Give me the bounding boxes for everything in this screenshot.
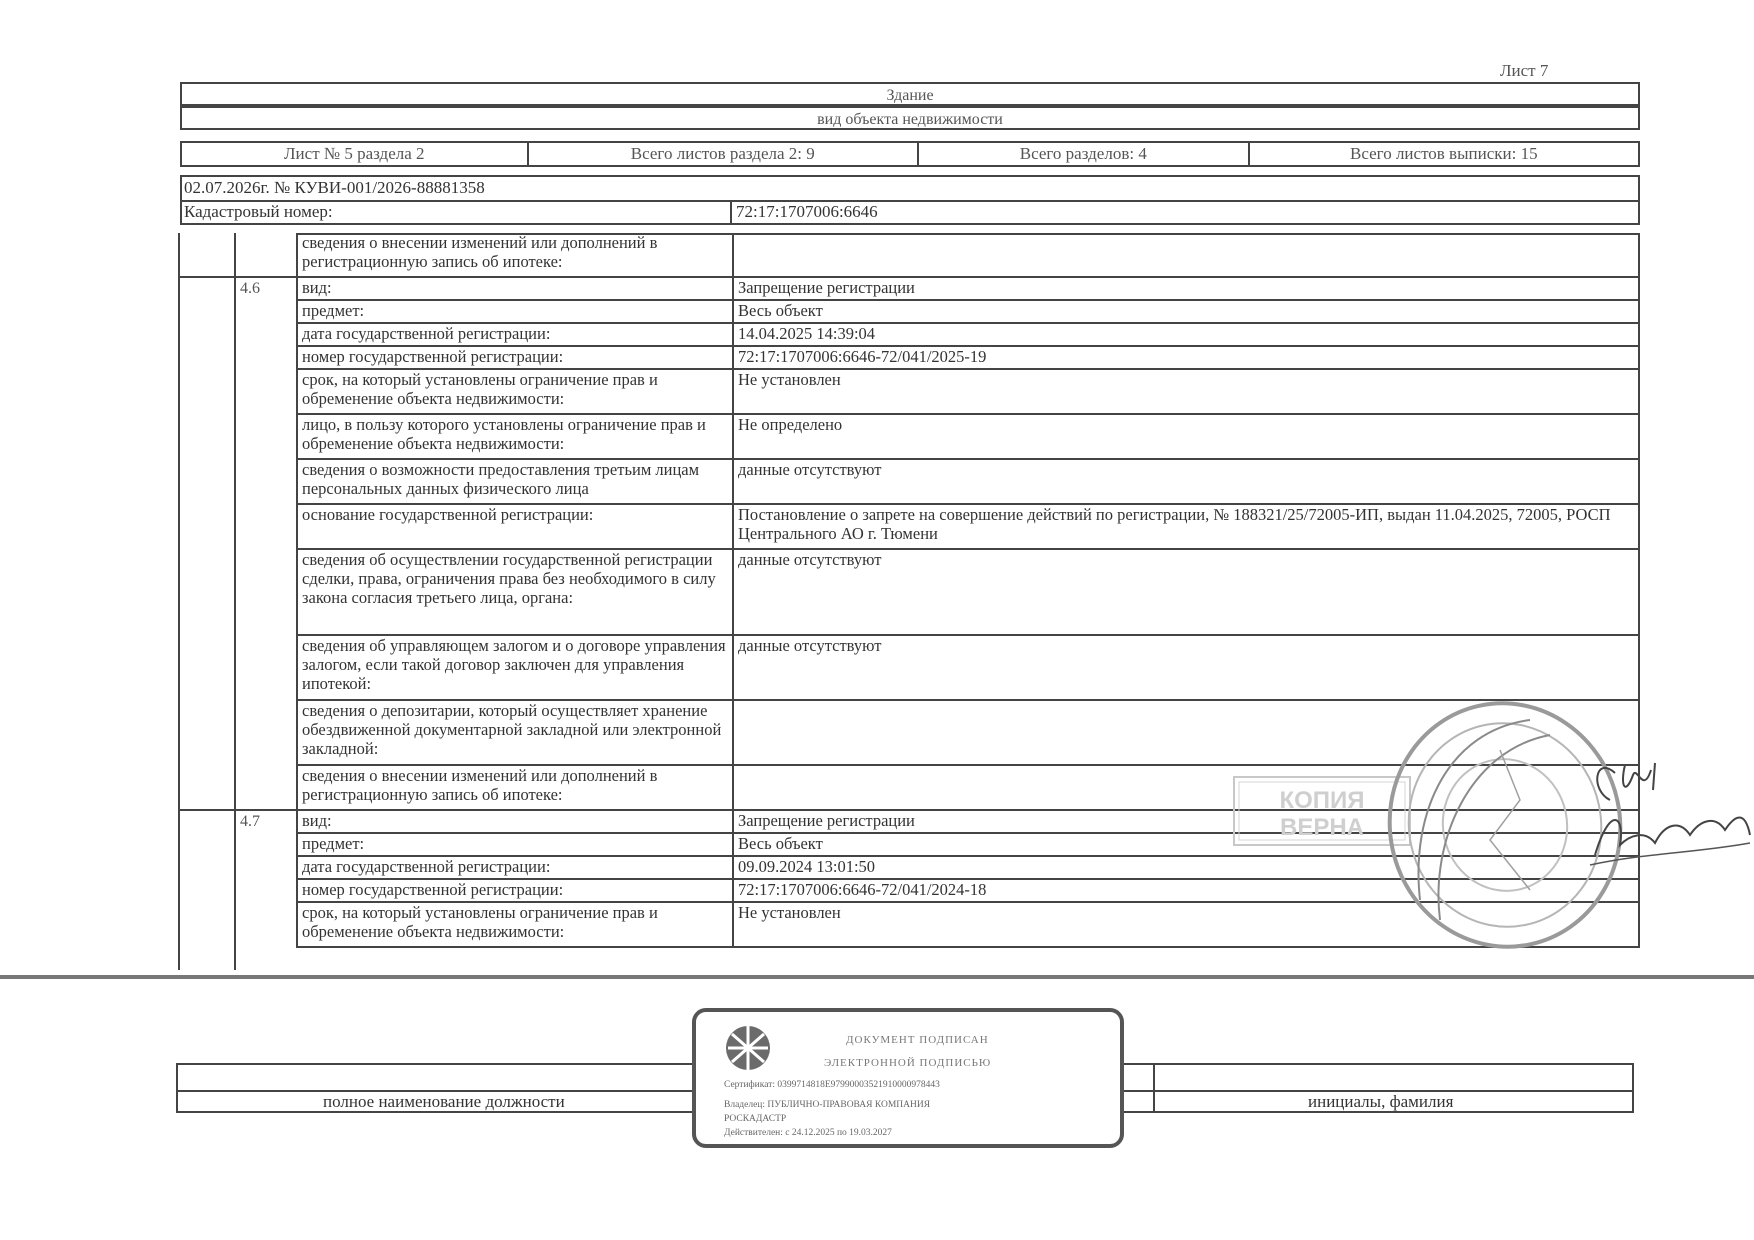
name-label: инициалы, фамилия (1308, 1092, 1454, 1111)
sheet-number: Лист 7 (1500, 61, 1549, 80)
row-value: Постановление о запрете на совершение действий по регистрации, № 188321/25/72005-ИП, выдан 11.04.2025, 72005, РОСП Центрального АО г. Тюмени (738, 505, 1611, 543)
divider (732, 415, 734, 458)
divider (732, 301, 734, 322)
extract-date-number: 02.07.2026г. № КУВИ-001/2026-88881358 (184, 178, 485, 197)
row-label: лицо, в пользу которого установлены ограничение прав и обременение объекта недвижимости: (302, 415, 706, 453)
row-label: сведения о внесении изменений или дополнений в регистрационную запись об ипотеке: (302, 766, 658, 804)
row-value: 72:17:1707006:6646-72/041/2024-18 (738, 880, 987, 899)
copy-seal-line1: КОПИЯ (1279, 787, 1365, 814)
row-label: предмет: (302, 301, 365, 320)
esig-validity: Действителен: с 24.12.2025 по 19.03.2027 (724, 1128, 892, 1138)
divider (732, 880, 734, 901)
esig-title-line1: ДОКУМЕНТ ПОДПИСАН (846, 1034, 989, 1046)
divider (732, 233, 734, 276)
number-column-border (234, 233, 236, 970)
row-value: данные отсутствуют (738, 460, 882, 479)
row-label: сведения о внесении изменений или дополнений в регистрационную запись об ипотеке: (302, 233, 658, 271)
table-row (296, 460, 1640, 505)
handwritten-signature (1585, 735, 1754, 885)
esig-title-line2: ЭЛЕКТРОННОЙ ПОДПИСЬЮ (824, 1057, 992, 1069)
divider (732, 857, 734, 878)
page-cut-line (0, 975, 1754, 979)
row-label: предмет: (302, 834, 365, 853)
group-number: 4.6 (240, 280, 260, 297)
row-label: срок, на который установлены ограничение прав и обременение объекта недвижимости: (302, 370, 658, 408)
divider (732, 460, 734, 503)
table-row (296, 301, 1640, 324)
row-value: 14.04.2025 14:39:04 (738, 324, 876, 343)
table-row (296, 415, 1640, 460)
sheet-of-section: Лист № 5 раздела 2 (182, 143, 529, 165)
row-label: основание государственной регистрации: (302, 505, 594, 524)
row-value: данные отсутствуют (738, 636, 882, 655)
row-label: сведения о возможности предоставления третьим лицам персональных данных физического лица (302, 460, 700, 498)
row-value: Запрещение регистрации (738, 811, 915, 830)
esig-certificate: Сертификат: 0399714818Е97990003521910000978443 (724, 1080, 940, 1090)
divider (732, 766, 734, 809)
object-subtitle-row (180, 106, 1640, 130)
row-value: Весь объект (738, 301, 823, 320)
divider (732, 903, 734, 946)
esig-owner-line2: РОСКАДАСТР (724, 1114, 787, 1124)
object-title-row (180, 82, 1640, 106)
row-value: Запрещение регистрации (738, 278, 915, 297)
row-label: номер государственной регистрации: (302, 347, 564, 366)
table-row (296, 233, 1640, 278)
position-label: полное наименование должности (323, 1092, 565, 1111)
cadastral-number: 72:17:1707006:6646 (736, 202, 878, 221)
row-value: Не установлен (738, 370, 841, 389)
divider (732, 636, 734, 699)
row-value: Весь объект (738, 834, 823, 853)
object-title: Здание (886, 87, 934, 104)
row-label: сведения об осуществлении государственной регистрации сделки, права, ограничения права без необходимого в силу закона согласия третьего лица, органа: (302, 550, 716, 607)
total-section-sheets: Всего листов раздела 2: 9 (529, 143, 919, 165)
divider (732, 834, 734, 855)
divider (182, 200, 1638, 202)
divider (732, 278, 734, 299)
copy-seal-line2: ВЕРНА (1279, 814, 1365, 841)
row-label: вид: (302, 278, 332, 297)
table-row (296, 550, 1640, 636)
table-row (296, 505, 1640, 550)
rosreestr-logo-icon (724, 1024, 772, 1072)
divider (732, 811, 734, 832)
divider (732, 701, 734, 764)
row-label: вид: (302, 811, 332, 830)
row-label: срок, на который установлены ограничение прав и обременение объекта недвижимости: (302, 903, 658, 941)
divider (1153, 1065, 1155, 1111)
divider (732, 550, 734, 634)
electronic-signature-badge (692, 1008, 1124, 1148)
row-value: 72:17:1707006:6646-72/041/2025-19 (738, 347, 987, 366)
total-extract-sheets: Всего листов выписки: 15 (1350, 144, 1538, 163)
row-label: дата государственной регистрации: (302, 324, 551, 343)
group-number: 4.7 (240, 813, 260, 830)
cadastral-label: Кадастровый номер: (184, 202, 333, 221)
row-value: Не определено (738, 415, 843, 434)
divider (732, 347, 734, 368)
row-label: сведения о депозитарии, который осуществляет хранение обездвиженной документарной закладной или электронной закладной: (302, 701, 722, 758)
row-value: данные отсутствуют (738, 550, 882, 569)
row-value: 09.09.2024 13:01:50 (738, 857, 876, 876)
registration-box (180, 175, 1640, 225)
total-sections: Всего разделов: 4 (919, 143, 1250, 165)
sheet-info-bar (180, 141, 1640, 167)
row-label: сведения об управляющем залогом и о договоре управления залогом, если такой договор заключен для управления ипотекой: (302, 636, 726, 693)
table-row (296, 347, 1640, 370)
table-left-border (178, 233, 180, 970)
table-row (296, 370, 1640, 415)
esig-owner: Владелец: ПУБЛИЧНО-ПРАВОВАЯ КОМПАНИЯ (724, 1100, 931, 1110)
divider (732, 324, 734, 345)
divider (730, 200, 732, 223)
row-label: дата государственной регистрации: (302, 857, 551, 876)
table-row (296, 278, 1640, 301)
table-row (296, 324, 1640, 347)
divider (732, 505, 734, 548)
object-subtitle: вид объекта недвижимости (817, 111, 1003, 128)
row-label: номер государственной регистрации: (302, 880, 564, 899)
row-value: Не установлен (738, 903, 841, 922)
divider (732, 370, 734, 413)
